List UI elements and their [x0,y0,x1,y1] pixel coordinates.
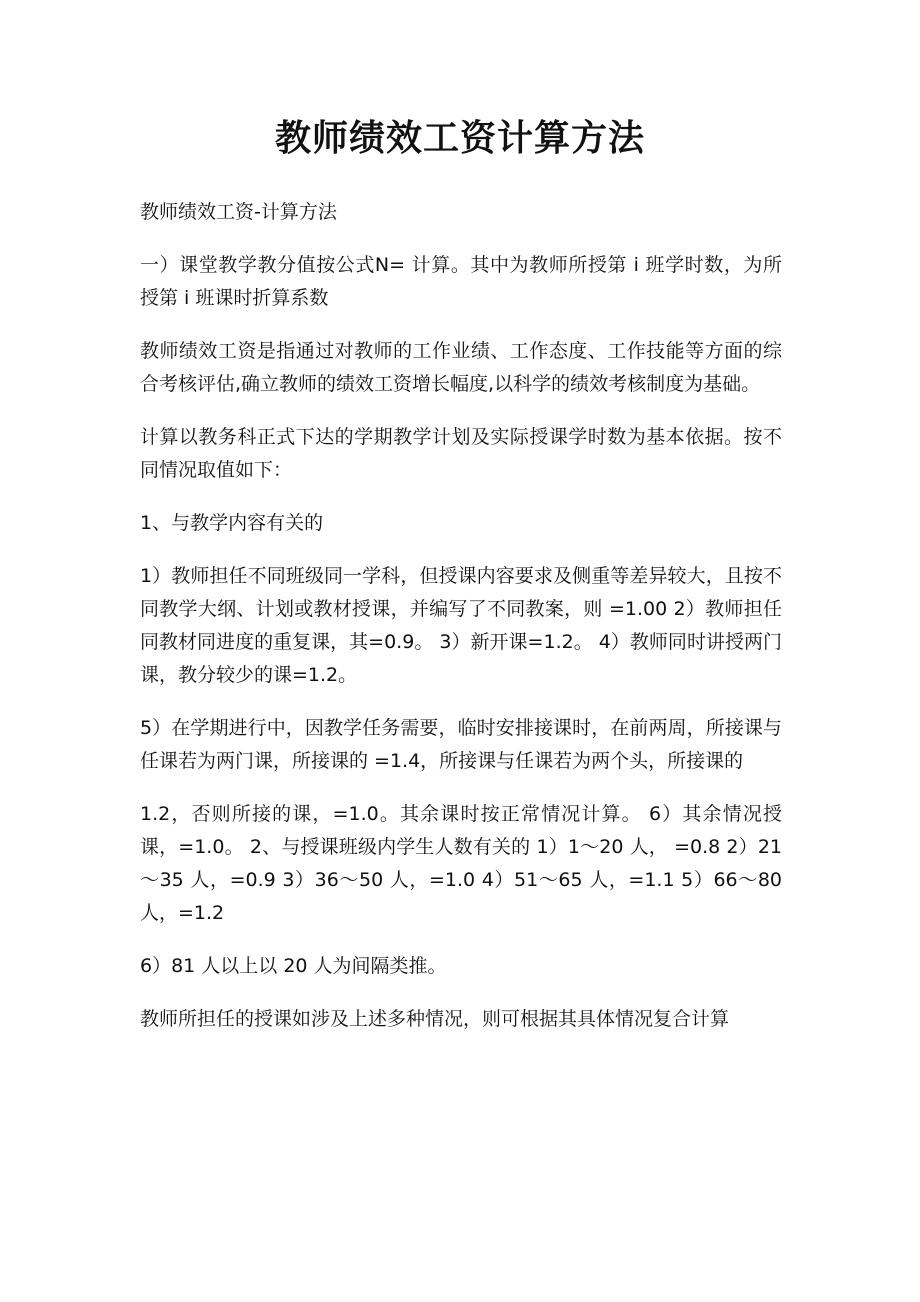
paragraph-section-1-heading: 1、与教学内容有关的 [140,512,324,534]
paragraph-class-size-rules: 1.2，否则所接的课，=1.0。其余课时按正常情况计算。 6）其余情况授课，=1.0。 2、与授课班级内学生人数有关的 1）1～20 人， =0.8 2）21～35 人，=0.9 3）36～50 人，=1.0 4）51～65 人，=1.1 5）66～80 人，=1.2 [140,803,782,924]
paragraph-subtitle: 教师绩效工资-计算方法 [140,201,337,223]
paragraph-formula: 一）课堂教学教分值按公式N= 计算。其中为教师所授第 i 班学时数，为所授第 i 班课时折算系数 [140,254,782,309]
paragraph-combined-calculation: 教师所担任的授课如涉及上述多种情况，则可根据其具体情况复合计算 [140,1008,730,1030]
document-body [140,196,782,1056]
paragraph-over-81: 6）81 人以上以 20 人为间隔类推。 [140,955,447,977]
paragraph-temporary-class: 5）在学期进行中，因教学任务需要，临时安排接课时，在前两周，所接课与任课若为两门课，所接课的 =1.4，所接课与任课若为两个头，所接课的 [140,717,782,772]
paragraph-definition: 教师绩效工资是指通过对教师的工作业绩、工作态度、工作技能等方面的综合考核评估,确立教师的绩效工资增长幅度,以科学的绩效考核制度为基础。 [140,340,782,395]
paragraph-content-rules: 1）教师担任不同班级同一学科，但授课内容要求及侧重等差异较大，且按不同教学大纲、计划或教材授课，并编写了不同教案，则 =1.00 2）教师担任同教材同进度的重复课，其=0.9。 3）新开课=1.2。 4）教师同时讲授两门课，教分较少的课=1.2。 [140,565,782,686]
document-title: 教师绩效工资计算方法 [274,117,645,159]
paragraph-basis: 计算以教务科正式下达的学期教学计划及实际授课学时数为基本依据。按不同情况取值如下： [140,426,782,481]
